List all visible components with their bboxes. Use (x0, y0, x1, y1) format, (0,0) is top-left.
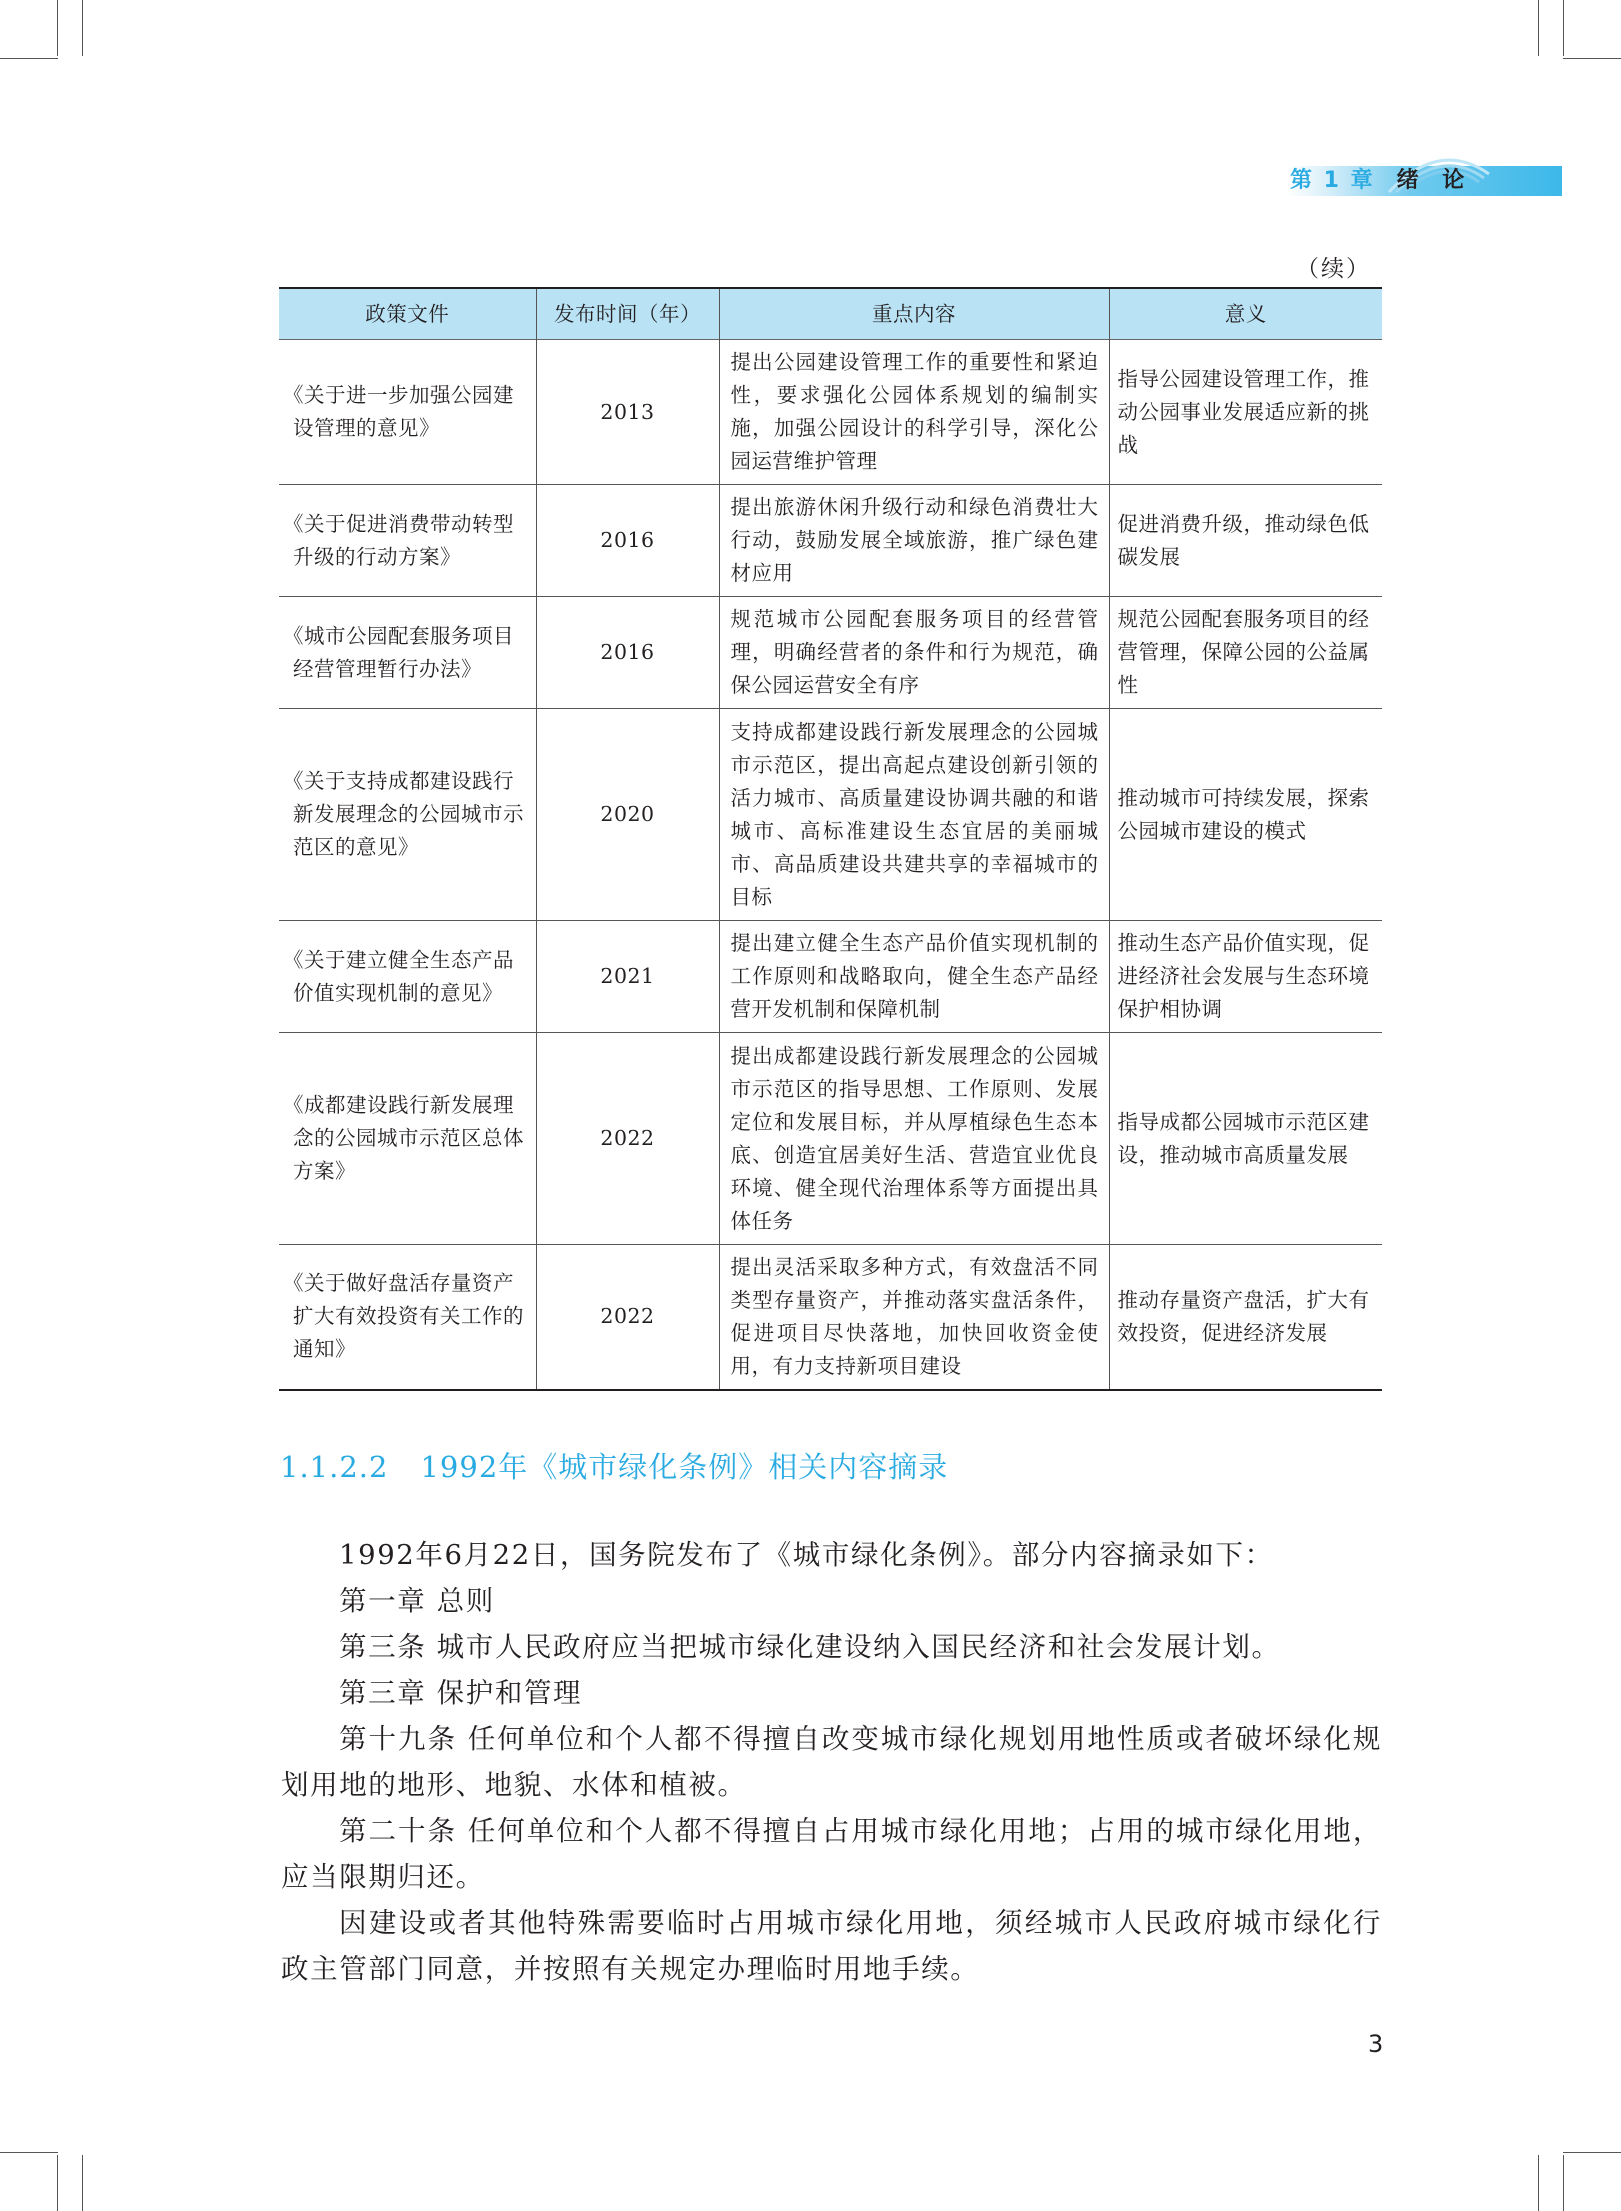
article-paragraph: 第十九条 任何单位和个人都不得擅自改变城市绿化规划用地性质或者破坏绿化规划用地的地形、地貌、水体和植被。 (281, 1723, 1382, 1801)
content-cell: 提出旅游休闲升级行动和绿色消费壮大行动，鼓励发展全域旅游，推广绿色建材应用 (719, 485, 1109, 597)
meaning-cell: 推动城市可持续发展，探索公园城市建设的模式 (1109, 709, 1382, 921)
table-row (279, 485, 1382, 597)
year-cell: 2022 (536, 1245, 719, 1390)
chapter-heading-line: 第一章 总则 (339, 1585, 495, 1617)
chapter-label (1290, 166, 1472, 196)
body-paragraph: 1992年6月22日，国务院发布了《城市绿化条例》。部分内容摘录如下： (339, 1539, 1274, 1571)
section-heading (280, 1445, 948, 1486)
chapter-heading-line: 第三章 保护和管理 (339, 1677, 583, 1709)
table-header-row (279, 288, 1382, 340)
year-cell: 2016 (536, 485, 719, 597)
meaning-cell: 推动存量资产盘活，扩大有效投资，促进经济发展 (1109, 1245, 1382, 1390)
body-paragraph: 因建设或者其他特殊需要临时占用城市绿化用地，须经城市人民政府城市绿化行政主管部门同意，并按照有关规定办理临时用地手续。 (281, 1907, 1382, 1985)
crop-mark (1563, 2152, 1621, 2153)
body-text (281, 1532, 1382, 1992)
chapter-header (1288, 162, 1562, 200)
page-number: 3 (1368, 2030, 1384, 2058)
crop-mark (1538, 2155, 1539, 2211)
table-row (279, 597, 1382, 709)
chapter-number: 第 1 章 (1290, 168, 1375, 193)
content-cell: 规范城市公园配套服务项目的经营管理，明确经营者的条件和行为规范，确保公园运营安全有序 (719, 597, 1109, 709)
crop-mark (1563, 2155, 1564, 2211)
meaning-cell: 促进消费升级，推动绿色低碳发展 (1109, 485, 1382, 597)
meaning-cell: 推动生态产品价值实现，促进经济社会发展与生态环境保护相协调 (1109, 921, 1382, 1033)
section-title: 1992年《城市绿化条例》相关内容摘录 (420, 1450, 949, 1484)
crop-mark (1563, 0, 1564, 56)
table-row (279, 340, 1382, 485)
policy-doc-cell: 《关于做好盘活存量资产扩大有效投资有关工作的通知》 (279, 1245, 536, 1390)
policy-doc-cell: 《成都建设践行新发展理念的公园城市示范区总体方案》 (279, 1033, 536, 1245)
table-row (279, 709, 1382, 921)
year-cell: 2022 (536, 1033, 719, 1245)
table-row (279, 1245, 1382, 1390)
content-cell: 提出公园建设管理工作的重要性和紧迫性，要求强化公园体系规划的编制实施，加强公园设计的科学引导，深化公园运营维护管理 (719, 340, 1109, 485)
policy-table (279, 287, 1382, 1391)
content-cell: 支持成都建设践行新发展理念的公园城市示范区，提出高起点建设创新引领的活力城市、高质量建设协调共融的和谐城市、高标准建设生态宜居的美丽城市、高品质建设共建共享的幸福城市的目标 (719, 709, 1109, 921)
crop-mark (1538, 0, 1539, 56)
meaning-cell: 规范公园配套服务项目的经营管理，保障公园的公益属性 (1109, 597, 1382, 709)
table-row (279, 1033, 1382, 1245)
article-paragraph: 第二十条 任何单位和个人都不得擅自占用城市绿化用地；占用的城市绿化用地，应当限期归还。 (281, 1815, 1382, 1893)
chapter-title: 绪 论 (1396, 168, 1473, 193)
crop-mark (82, 0, 83, 56)
table-row (279, 921, 1382, 1033)
crop-mark (0, 58, 58, 59)
policy-doc-cell: 《关于支持成都建设践行新发展理念的公园城市示范区的意见》 (279, 709, 536, 921)
crop-mark (1563, 58, 1621, 59)
crop-mark (57, 2155, 58, 2211)
article-paragraph: 第三条 城市人民政府应当把城市绿化建设纳入国民经济和社会发展计划。 (339, 1631, 1281, 1663)
column-header: 发布时间（年） (536, 288, 719, 340)
meaning-cell: 指导公园建设管理工作，推动公园事业发展适应新的挑战 (1109, 340, 1382, 485)
content-cell: 提出灵活采取多种方式，有效盘活不同类型存量资产，并推动落实盘活条件，促进项目尽快落地，加快回收资金使用，有力支持新项目建设 (719, 1245, 1109, 1390)
policy-doc-cell: 《关于建立健全生态产品价值实现机制的意见》 (279, 921, 536, 1033)
year-cell: 2016 (536, 597, 719, 709)
column-header: 意义 (1109, 288, 1382, 340)
policy-doc-cell: 《关于进一步加强公园建设管理的意见》 (279, 340, 536, 485)
meaning-cell: 指导成都公园城市示范区建设，推动城市高质量发展 (1109, 1033, 1382, 1245)
year-cell: 2013 (536, 340, 719, 485)
section-number: 1.1.2.2 (280, 1450, 389, 1484)
crop-mark (0, 2152, 58, 2153)
column-header: 重点内容 (719, 288, 1109, 340)
year-cell: 2020 (536, 709, 719, 921)
content-cell: 提出成都建设践行新发展理念的公园城市示范区的指导思想、工作原则、发展定位和发展目标，并从厚植绿色生态本底、创造宜居美好生活、营造宜业优良环境、健全现代治理体系等方面提出具体任务 (719, 1033, 1109, 1245)
crop-mark (57, 0, 58, 56)
year-cell: 2021 (536, 921, 719, 1033)
content-cell: 提出建立健全生态产品价值实现机制的工作原则和战略取向，健全生态产品经营开发机制和保障机制 (719, 921, 1109, 1033)
crop-mark (82, 2155, 83, 2211)
table-continued-mark: （续） (1296, 256, 1371, 282)
policy-doc-cell: 《城市公园配套服务项目经营管理暂行办法》 (279, 597, 536, 709)
policy-doc-cell: 《关于促进消费带动转型升级的行动方案》 (279, 485, 536, 597)
column-header: 政策文件 (279, 288, 536, 340)
